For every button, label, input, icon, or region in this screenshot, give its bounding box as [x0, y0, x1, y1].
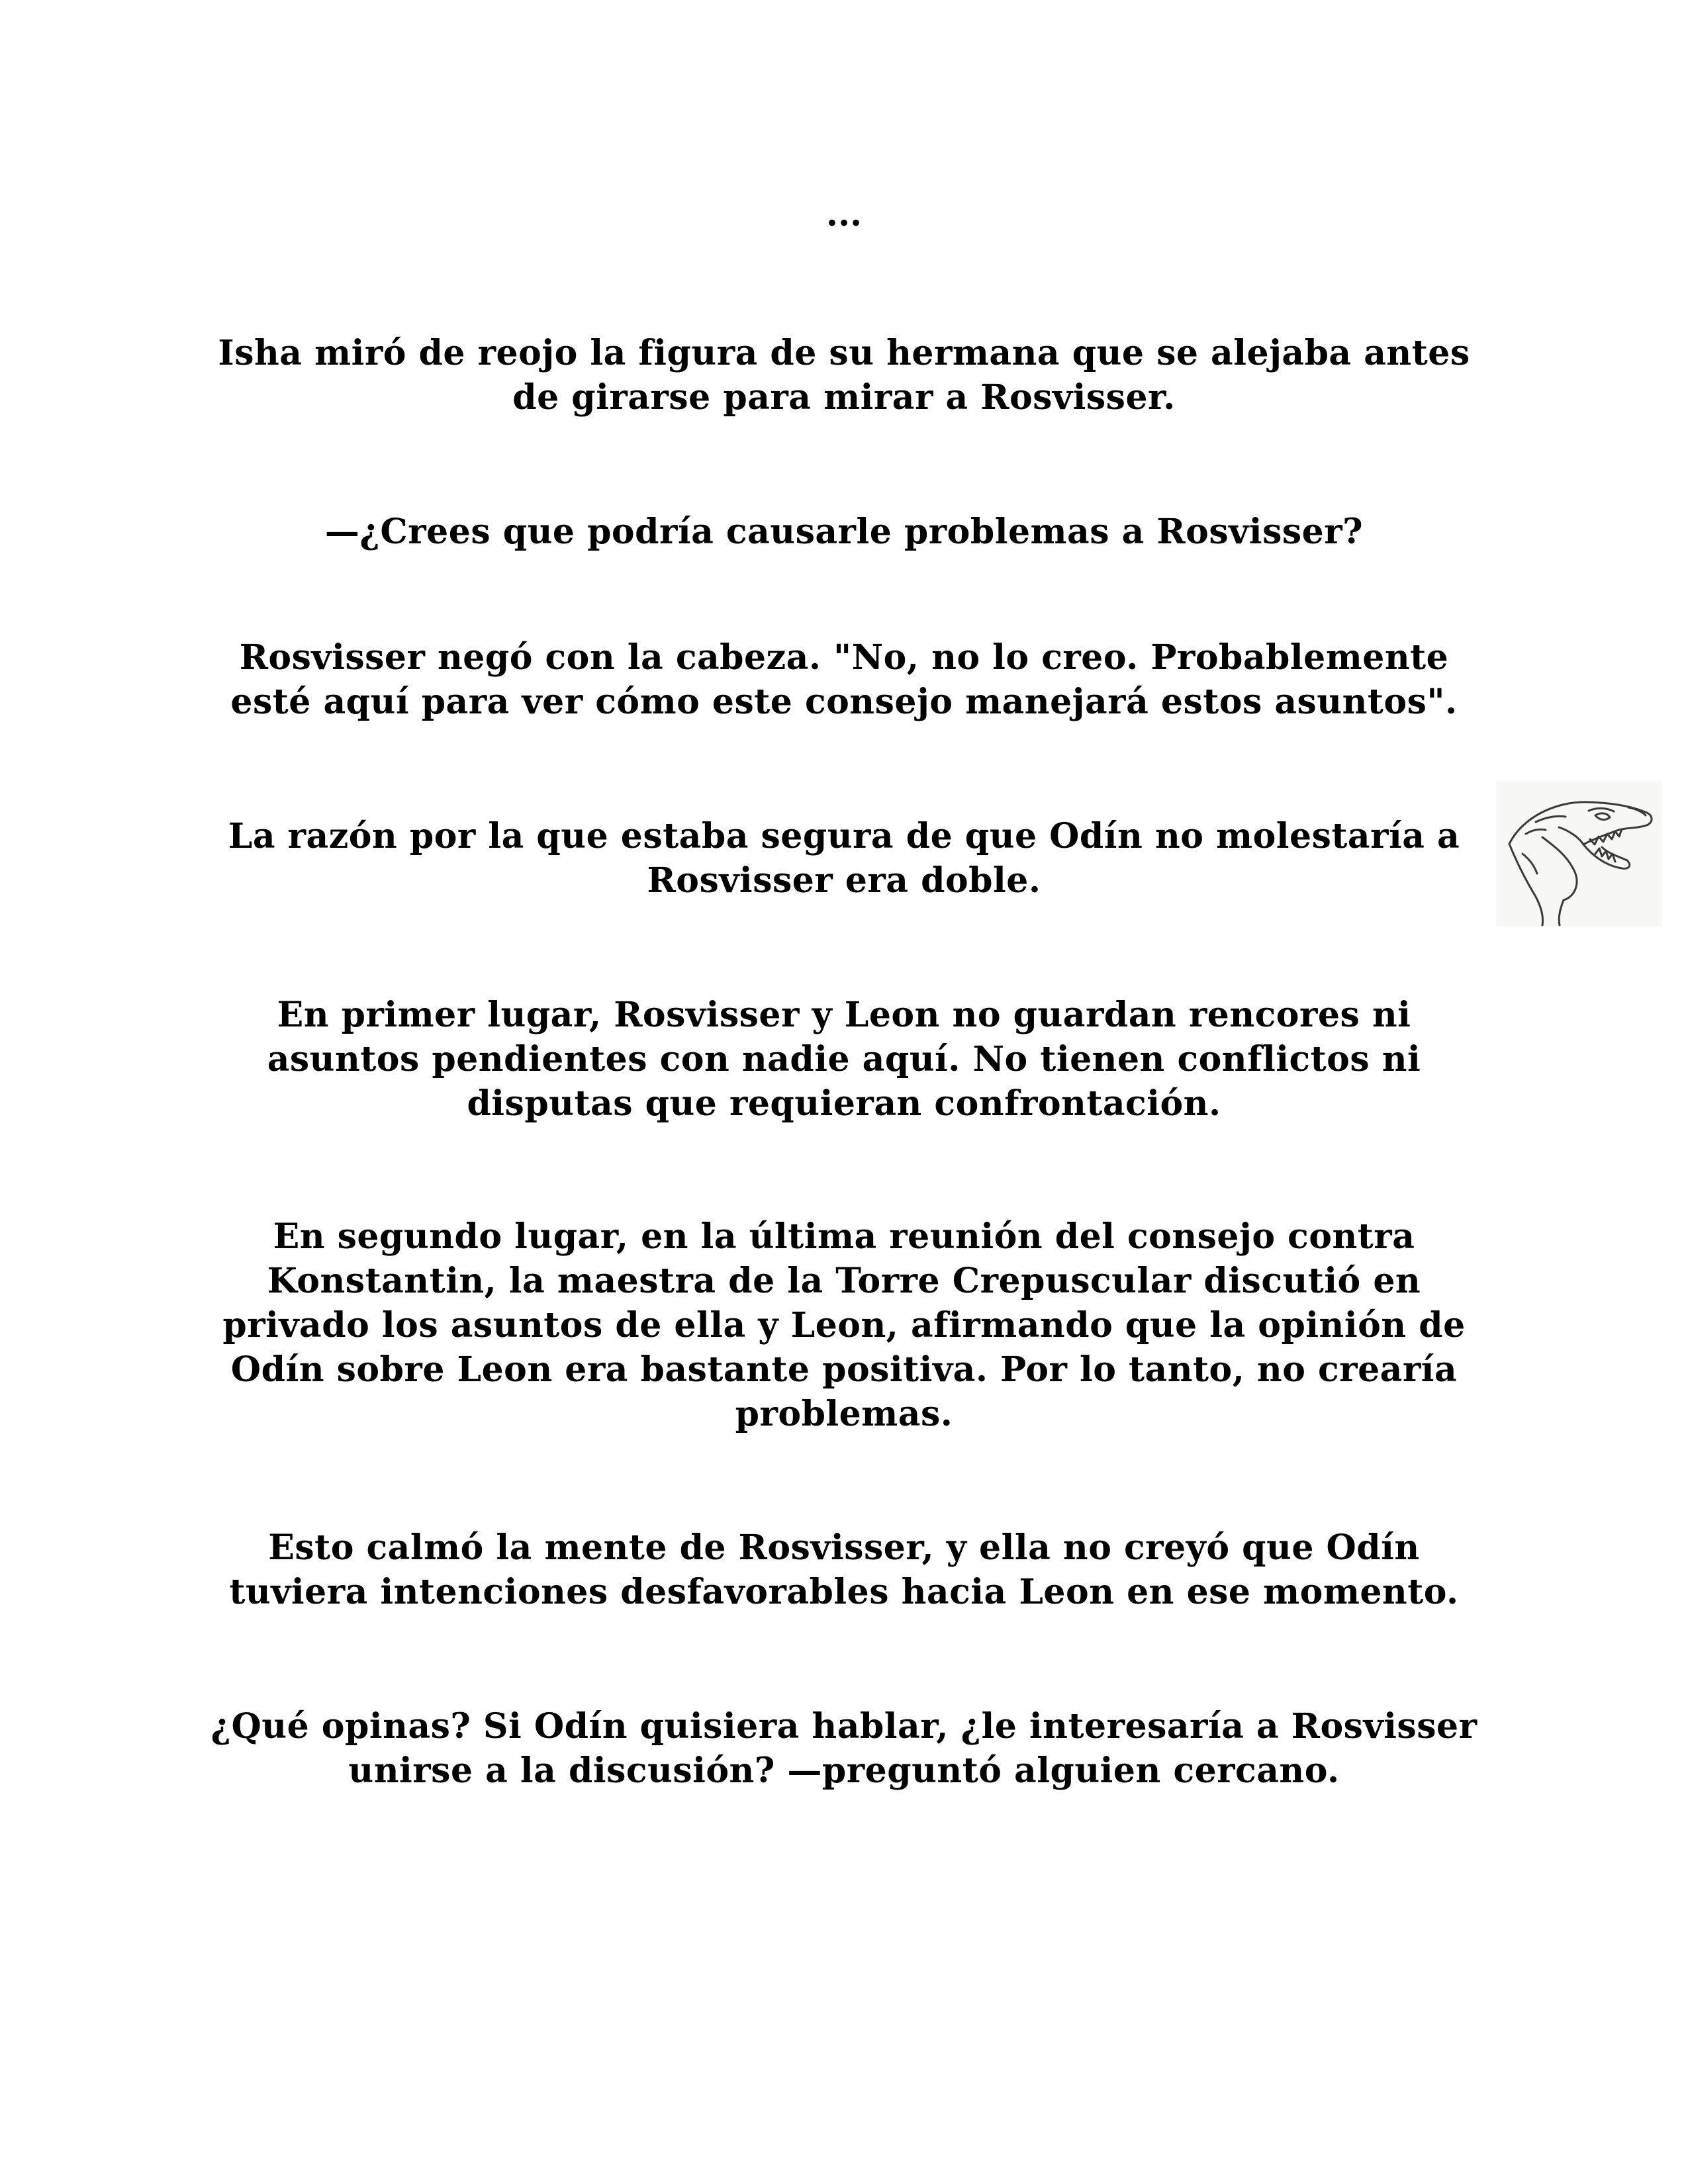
paragraph-8: ¿Qué opinas? Si Odín quisiera hablar, ¿le interesaría a Rosvisser unirse a la discusión? —preguntó alguien cercano. — [211, 1706, 1477, 1791]
paragraph-3: Rosvisser negó con la cabeza. "No, no lo creo. Probablemente esté aquí para ver cómo este consejo manejará estos asuntos". — [230, 637, 1458, 722]
paragraph-6: En segundo lugar, en la última reunión del consejo contra Konstantin, la maestra de la Torre Crepuscular discutió en privado los asuntos de ella y Leon, afirmando que la opinión de Odín sobre Leon era bastante positiva. Por lo tanto, no crearía problemas. — [222, 1216, 1466, 1434]
paragraph-7: Esto calmó la mente de Rosvisser, y ella no creyó que Odín tuviera intenciones desfavorables hacia Leon en ese momento. — [229, 1527, 1459, 1612]
dinosaur-head-sketch-icon — [1496, 781, 1662, 927]
paragraph-1: Isha miró de reojo la figura de su hermana que se alejaba antes de girarse para mirar a Rosvisser. — [218, 333, 1470, 418]
paragraph-5: En primer lugar, Rosvisser y Leon no guardan rencores ni asuntos pendientes con nadie aquí. No tienen conflictos ni disputas que requieran confrontación. — [267, 995, 1421, 1124]
section-separator: ... — [825, 194, 863, 234]
paragraph-2: —¿Crees que podría causarle problemas a Rosvisser? — [324, 512, 1364, 552]
paragraph-4: La razón por la que estaba segura de que Odín no molestaría a Rosvisser era doble. — [228, 816, 1460, 901]
